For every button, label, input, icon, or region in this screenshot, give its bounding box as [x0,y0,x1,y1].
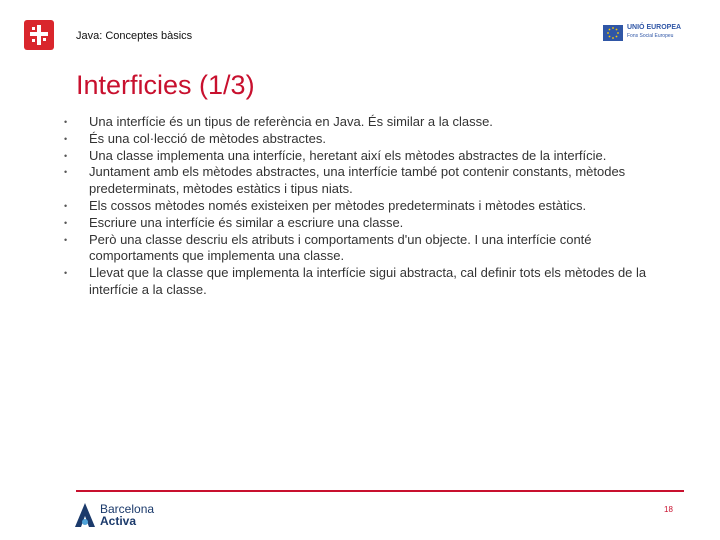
footer-divider [76,490,684,492]
bullet-icon: • [64,150,68,161]
list-item [62,114,682,131]
eu-logo-line1: UNIÓ EUROPEA [627,24,682,31]
bullet-text: Una classe implementa una interfície, heretant així els mètodes abstractes de la interfície. [89,147,607,163]
list-item [62,164,682,198]
slide-title: Interficies (1/3) [76,70,255,100]
bullet-icon: • [64,117,68,127]
list-item [62,148,682,165]
bullet-text: Llevat que la classe que implementa la interfície sigui abstracta, cal definir tots els mètodes de la interfície a la classe. [89,265,647,297]
barcelona-activa-icon [74,502,96,528]
city-council-logo [24,20,54,50]
eu-flag-icon [603,25,623,41]
list-item [62,265,682,299]
bullet-text: Juntament amb els mètodes abstractes, una interfície també pot contenir constants, mètodes predeterminats, mètodes estàtics i tipus niats. [89,164,626,197]
list-item [62,198,682,215]
list-item [62,232,682,266]
bullet-icon: • [64,234,68,245]
bullet-list [62,114,682,299]
city-council-icon [24,20,54,50]
bullet-text: Però una classe descriu els atributs i comportaments d'un objecte. I una interfície conté comportaments que implementa una classe. [89,231,592,264]
bullet-text: És una col·lecció de mètodes abstractes. [89,130,327,146]
bullet-icon: • [64,268,68,279]
bullet-icon: • [64,167,68,178]
footer-brand-line1: Barcelona [100,502,155,516]
bullet-text: Escriure una interfície és similar a escriure una classe. [89,214,404,230]
bullet-icon: • [64,133,68,144]
barcelona-activa-logo [74,500,174,530]
bullet-icon: • [64,200,68,211]
bullet-icon: • [64,217,68,228]
bullet-text: Una interfície és un tipus de referència en Java. És similar a la classe. [89,114,493,129]
presentation-title: Java: Conceptes bàsics [76,30,193,42]
footer-brand-line2: Activa [100,514,137,528]
eu-logo [603,24,698,44]
eu-logo-line2: Fons Social Europeu [627,33,674,39]
list-item [62,215,682,232]
page-number: 18 [664,505,673,514]
list-item [62,131,682,148]
bullet-text: Els cossos mètodes només existeixen per mètodes predeterminats i mètodes estàtics. [89,197,587,213]
